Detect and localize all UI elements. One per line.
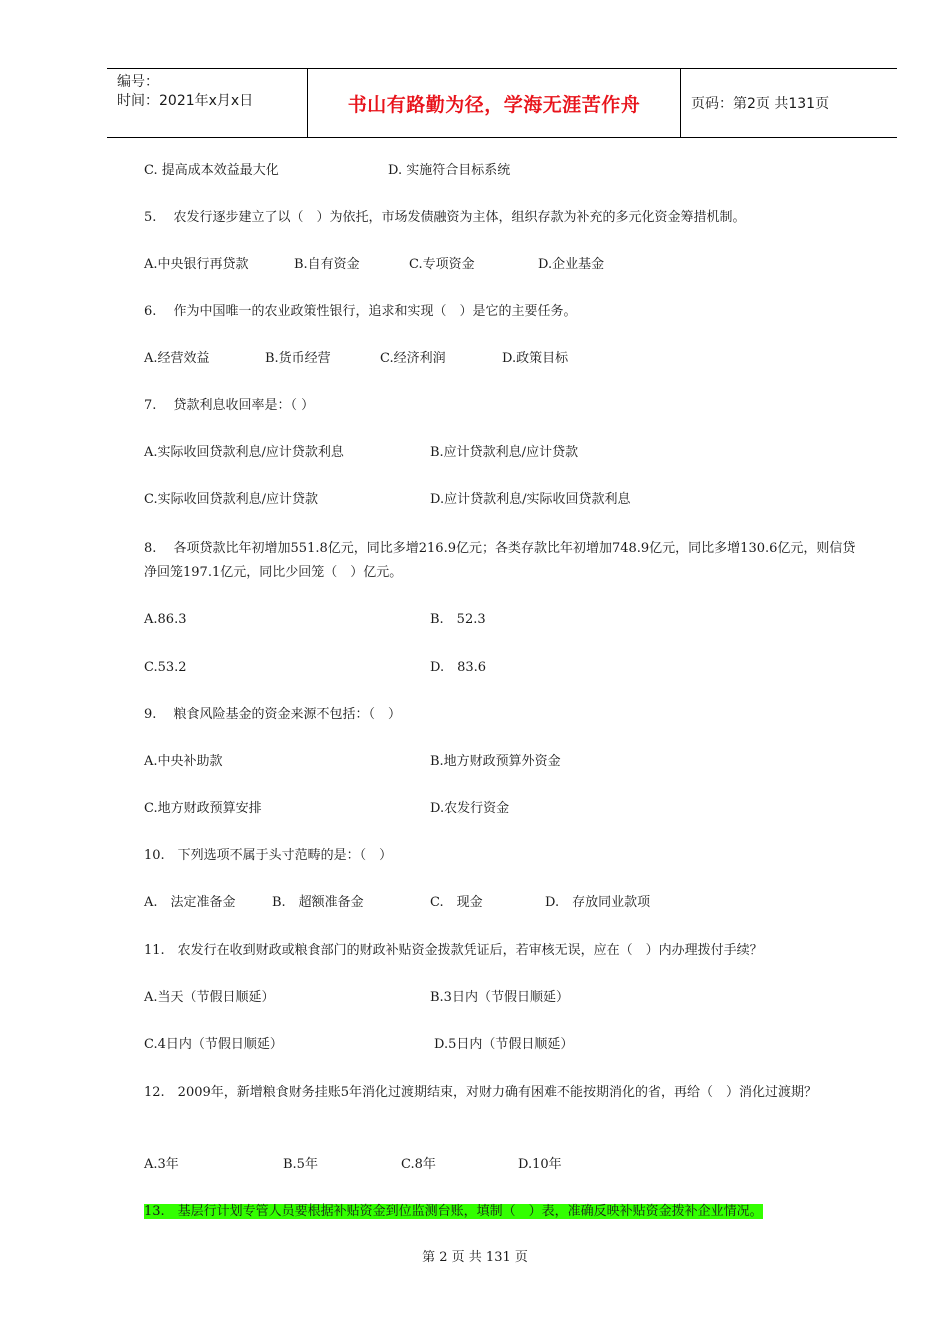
question-11: 11. 农发行在收到财政或粮食部门的财政补贴资金拨款凭证后，若审核无误，应在（ ）内办理拨付手续？ [144,943,763,958]
option-d: D.5日内（节假日顺延） [434,1037,574,1052]
option-a: A.当天（节假日顺延） [144,990,275,1005]
option-a: A.86.3 [144,612,187,627]
option-c: C.经济利润 [380,351,446,366]
option-a: A.中央银行再贷款 [144,257,249,272]
option-d: D.政策目标 [502,351,569,366]
header-motto: 书山有路勤为径，学海无涯苦作舟 [308,69,681,137]
option-c: C. 现金 [430,895,483,910]
option-c: C.实际收回贷款利息/应计贷款 [144,492,318,507]
question-10: 10. 下列选项不属于头寸范畴的是：（ ） [144,848,393,863]
highlighted-text: 13. 基层行计划专管人员要根据补贴资金到位监测台账，填制（ ）表，准确反映补贴资金拨补企业情况。 [144,1204,763,1219]
option-a: A. 法定准备金 [144,895,236,910]
option-a: A.3年 [144,1157,179,1172]
time-label: 时间：2021年x月x日 [117,93,254,109]
option-c: C.地方财政预算安排 [144,801,262,816]
page-header [107,68,897,138]
question-7: 7. 贷款利息收回率是：（ ） [144,398,315,413]
option-c: C.8年 [401,1157,436,1172]
serial-label: 编号： [117,74,159,90]
question-8: 8. 各项贷款比年初增加551.8亿元，同比多增216.9亿元；各类存款比年初增加748.9亿元，同比多增130.6亿元，则信贷净回笼197.1亿元，同比少回笼（ ）亿元。 [144,541,856,580]
question-12: 12. 2009年，新增粮食财务挂账5年消化过渡期结束，对财力确有困难不能按期消化的省，再给（ ）消化过渡期？ [144,1085,818,1100]
option-c: C. 提高成本效益最大化 [144,163,279,178]
option-b: B.应计贷款利息/应计贷款 [430,445,579,460]
header-page-info: 页码：第2页 共131页 [691,96,830,112]
option-a: A.中央补助款 [144,754,223,769]
question-6: 6. 作为中国唯一的农业政策性银行，追求和实现（ ）是它的主要任务。 [144,304,577,319]
question-5: 5. 农发行逐步建立了以（ ）为依托，市场发债融资为主体，组织存款为补充的多元化资金筹措机制。 [144,210,746,225]
option-d: D.农发行资金 [430,801,510,816]
option-b: B. 超额准备金 [272,895,364,910]
option-c: C.53.2 [144,660,187,675]
option-d: D. 实施符合目标系统 [388,163,511,178]
option-b: B.地方财政预算外资金 [430,754,561,769]
option-c: C.专项资金 [409,257,475,272]
option-b: B. 52.3 [430,612,486,627]
option-b: B.自有资金 [294,257,360,272]
option-a: A.实际收回贷款利息/应计贷款利息 [144,445,344,460]
option-d: D. 存放同业款项 [545,895,651,910]
option-b: B.5年 [283,1157,318,1172]
page-footer: 第 2 页 共 131 页 [422,1250,528,1265]
question-9: 9. 粮食风险基金的资金来源不包括：（ ） [144,707,402,722]
option-a: A.经营效益 [144,351,210,366]
option-d: D.企业基金 [538,257,605,272]
option-c: C.4日内（节假日顺延） [144,1037,283,1052]
option-b: B.3日内（节假日顺延） [430,990,569,1005]
option-d: D.10年 [518,1157,562,1172]
question-13 [144,1200,763,1224]
option-d: D. 83.6 [430,660,487,675]
option-d: D.应计贷款利息/实际收回贷款利息 [430,492,631,507]
option-b: B.货币经营 [265,351,331,366]
header-meta [107,69,308,137]
